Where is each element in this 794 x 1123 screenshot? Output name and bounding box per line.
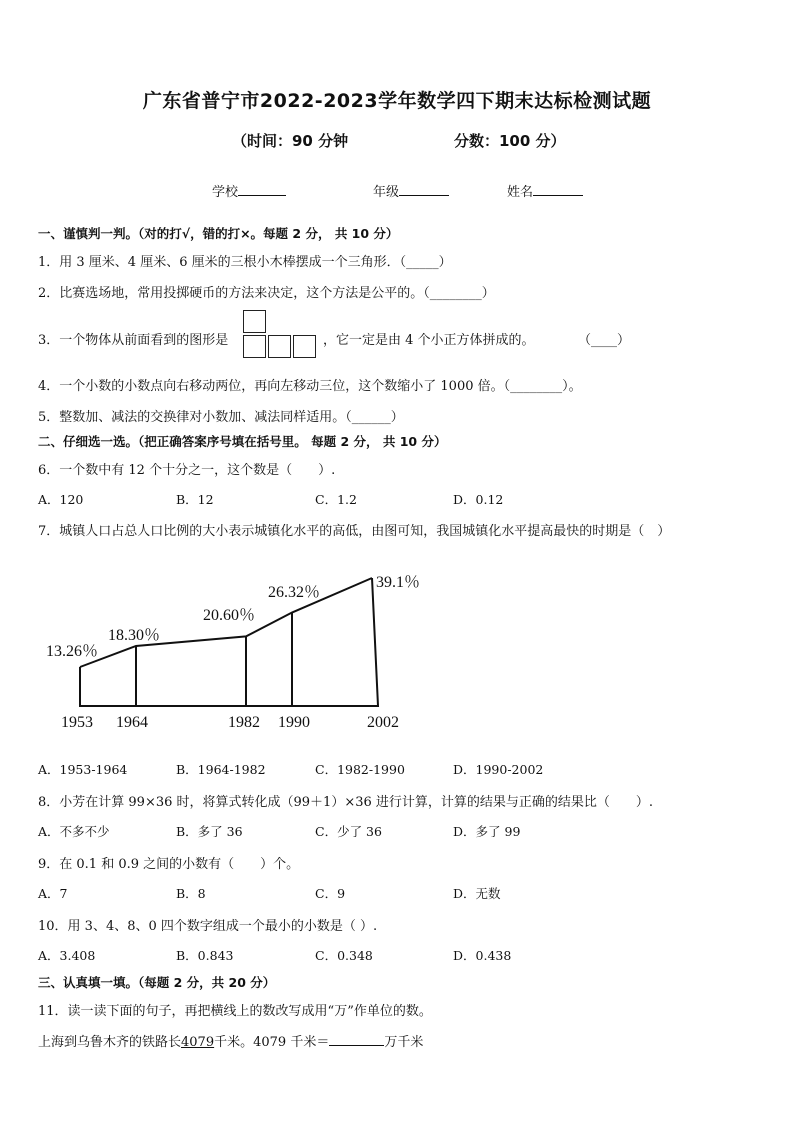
- value-label-1964: 18.30％: [108, 627, 161, 644]
- q7-option-c[interactable]: C．1982-1990: [315, 762, 405, 777]
- year-label-2002: 2002: [367, 714, 399, 731]
- question-4: 4．一个小数的小数点向右移动两位，再向左移动三位，这个数缩小了 1000 倍。（________）。: [38, 379, 582, 394]
- name-field: [507, 181, 583, 200]
- section1-heading: 一、谨慎判一判。（对的打√，错的打×。每题 2 分， 共 10 分）: [38, 226, 399, 241]
- q10-option-c[interactable]: C．0.348: [315, 948, 373, 963]
- question-3-rest: ，它一定是由 4 个小正方体拼成的。: [323, 333, 535, 348]
- q7-option-d[interactable]: D．1990-2002: [453, 762, 544, 777]
- grade-label: 年级: [373, 185, 400, 200]
- question-11: 11．读一读下面的句子，再把横线上的数改写成用“万”作单位的数。: [38, 1004, 432, 1019]
- name-blank[interactable]: [533, 181, 583, 196]
- grade-field: [373, 181, 449, 200]
- section3-heading: 三、认真填一填。（每题 2 分，共 20 分）: [38, 975, 276, 990]
- q6-option-d[interactable]: D．0.12: [453, 492, 504, 507]
- question-8: 8．小芳在计算 99×36 时，将算式转化成（99＋1）×36 进行计算，计算的结果与正确的结果比（ ）.: [38, 795, 654, 810]
- value-label-1982: 20.60％: [203, 607, 256, 624]
- q8-option-d[interactable]: D．多了 99: [453, 824, 521, 839]
- question-10: 10．用 3、4、8、0 四个数字组成一个最小的小数是（ ）.: [38, 919, 378, 934]
- q11-answer-blank[interactable]: [329, 1031, 384, 1046]
- urbanization-chart: [0, 560, 794, 740]
- year-label-1953: 1953: [61, 714, 93, 731]
- q10-option-d[interactable]: D．0.438: [453, 948, 512, 963]
- page-title: 广东省普宁市2022-2023学年数学四下期末达标检测试题: [142, 90, 652, 112]
- q9-option-d[interactable]: D．无数: [453, 886, 501, 901]
- q7-option-a[interactable]: A．1953-1964: [38, 762, 128, 777]
- q10-option-a[interactable]: A．3.408: [38, 948, 96, 963]
- q11-text-a: 上海到乌鲁木齐的铁路长: [38, 1035, 182, 1050]
- section2-heading: 二、仔细选一选。（把正确答案序号填在括号里。 每题 2 分， 共 10 分）: [38, 434, 447, 449]
- figure-square: [243, 310, 266, 333]
- q10-option-b[interactable]: B．0.843: [176, 948, 234, 963]
- q11-number: 4079: [181, 1035, 215, 1050]
- school-field: [212, 181, 286, 200]
- q9-option-c[interactable]: C．9: [315, 886, 346, 901]
- value-label-2002: 39.1％: [376, 574, 421, 591]
- question-2: 2．比赛选场地，常用投掷硬币的方法来决定，这个方法是公平的。（________）: [38, 286, 495, 301]
- grade-blank[interactable]: [399, 181, 449, 196]
- value-label-1953: 13.26％: [46, 643, 99, 660]
- q6-option-a[interactable]: A．120: [38, 492, 84, 507]
- value-label-1990: 26.32％: [268, 584, 321, 601]
- front-view-figure: [243, 310, 321, 362]
- question-3-blank[interactable]: （____）: [578, 333, 631, 348]
- question-6: 6．一个数中有 12 个十分之一，这个数是（ ）.: [38, 463, 336, 478]
- year-label-1990: 1990: [278, 714, 310, 731]
- figure-square: [293, 335, 316, 358]
- q9-option-b[interactable]: B．8: [176, 886, 206, 901]
- school-label: 学校: [212, 185, 239, 200]
- q8-option-b[interactable]: B．多了 36: [176, 824, 243, 839]
- q11-text-b: 千米。4079 千米＝: [214, 1035, 330, 1050]
- q9-option-a[interactable]: A．7: [38, 886, 68, 901]
- question-5: 5．整数加、减法的交换律对小数加、减法同样适用。（______）: [38, 410, 404, 425]
- q6-option-b[interactable]: B．12: [176, 492, 214, 507]
- q8-option-c[interactable]: C．少了 36: [315, 824, 382, 839]
- q7-option-b[interactable]: B．1964-1982: [176, 762, 266, 777]
- year-label-1982: 1982: [228, 714, 260, 731]
- year-label-1964: 1964: [116, 714, 148, 731]
- question-9: 9．在 0.1 和 0.9 之间的小数有（ ）个。: [38, 857, 300, 872]
- question-11-sentence: [38, 1031, 423, 1050]
- exam-time: （时间：90 分钟: [232, 132, 349, 150]
- figure-square: [243, 335, 266, 358]
- q6-option-c[interactable]: C．1.2: [315, 492, 357, 507]
- q8-option-a[interactable]: A．不多不少: [38, 824, 110, 839]
- exam-score: 分数：100 分）: [454, 132, 566, 150]
- school-blank[interactable]: [238, 181, 286, 196]
- q11-text-c: 万千米: [384, 1035, 424, 1050]
- question-3-text: 3．一个物体从前面看到的图形是: [38, 333, 229, 348]
- name-label: 姓名: [507, 185, 534, 200]
- figure-square: [268, 335, 291, 358]
- question-7: 7．城镇人口占总人口比例的大小表示城镇化水平的高低，由图可知，我国城镇化水平提高最快的时期是（ ）: [38, 524, 671, 539]
- question-1: 1．用 3 厘米、4 厘米、6 厘米的三根小木棒摆成一个三角形．（_____）: [38, 255, 452, 270]
